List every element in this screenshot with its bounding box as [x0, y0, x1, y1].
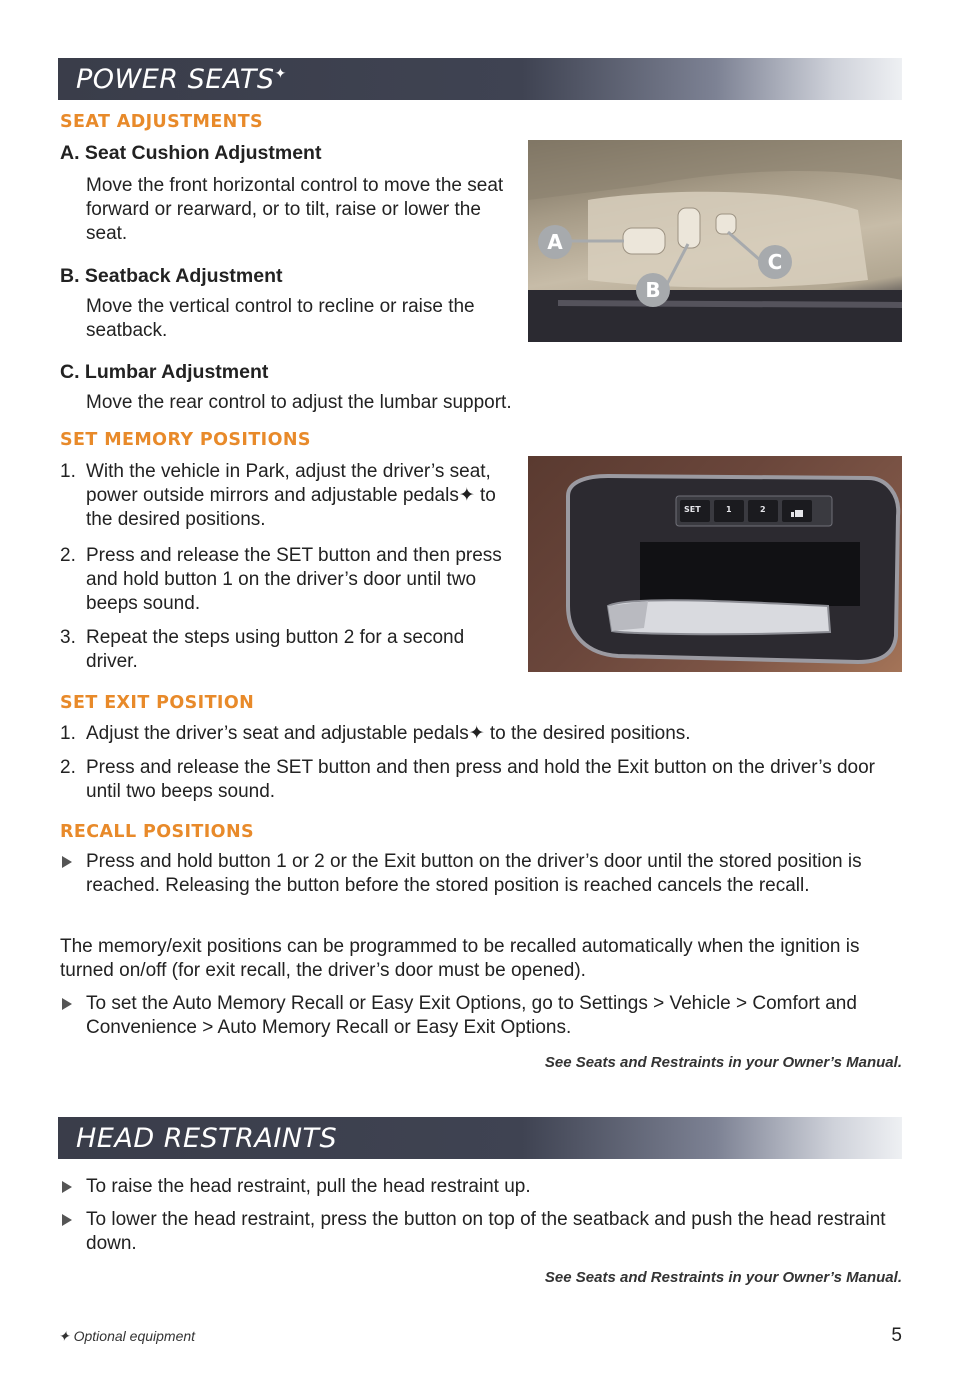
exit-step-1: Adjust the driver’s seat and adjustable pedals✦ to the desired positions. — [86, 723, 691, 744]
optional-equipment-footnote: ✦ Optional equipment — [58, 1328, 196, 1344]
callout-c-badge: C — [758, 245, 792, 279]
set-exit-heading: SET EXIT POSITION — [60, 693, 255, 713]
seat-cushion-body: Move the front horizontal control to move the seat forward or rearward, or to tilt, raise or lower the seat. — [86, 175, 504, 244]
lumbar-body: Move the rear control to adjust the lumbar support. — [86, 392, 512, 413]
head-restraint-bullet-1-arrow-icon — [62, 1181, 72, 1193]
seatback-body: Move the vertical control to recline or raise the seatback. — [86, 296, 475, 341]
memory-step-1-number: 1. — [60, 461, 76, 482]
memory-step-3: Repeat the steps using button 2 for a second driver. — [86, 627, 465, 672]
optional-dagger-icon: ✦ — [274, 66, 287, 82]
seat-cushion-title: A. Seat Cushion Adjustment — [60, 142, 322, 164]
door-exit-icon — [790, 505, 804, 517]
recall-positions-heading: RECALL POSITIONS — [60, 822, 255, 842]
seat-controls-photo — [528, 140, 902, 342]
door-memory-2-button: 2 — [760, 505, 766, 514]
seat-adjustments-heading: SEAT ADJUSTMENTS — [60, 112, 264, 132]
seat-controls-illustration — [528, 140, 902, 342]
seatback-title: B. Seatback Adjustment — [60, 265, 283, 287]
memory-step-2-number: 2. — [60, 545, 76, 566]
power-seats-banner — [58, 58, 902, 100]
head-restraints-title: HEAD RESTRAINTS — [76, 1123, 338, 1154]
door-memory-1-button: 1 — [726, 505, 732, 514]
page-number: 5 — [891, 1325, 902, 1346]
recall-paragraph: The memory/exit positions can be programmed to be recalled automatically when the ignition is turned on/off (for exit recall, the driver’s door must be opened). — [60, 936, 860, 981]
set-memory-heading: SET MEMORY POSITIONS — [60, 430, 311, 450]
power-seats-manual-reference: See Seats and Restraints in your Owner’s Manual. — [544, 1054, 902, 1071]
exit-step-2-number: 2. — [60, 757, 76, 778]
exit-step-1-number: 1. — [60, 723, 76, 744]
recall-bullet-2: To set the Auto Memory Recall or Easy Exit Options, go to Settings > Vehicle > Comfort and Convenience > Auto Memory Recall or Easy Exit Options. — [86, 993, 857, 1038]
memory-step-2: Press and release the SET button and then press and hold button 1 on the driver’s door until two beeps sound. — [86, 545, 502, 614]
callout-a-badge: A — [538, 225, 572, 259]
memory-step-1: With the vehicle in Park, adjust the driver’s seat, power outside mirrors and adjustable pedals✦ to the desired positions. — [86, 461, 496, 530]
head-restraint-bullet-2-arrow-icon — [62, 1214, 72, 1226]
door-set-button: SET — [684, 505, 701, 514]
memory-step-3-number: 3. — [60, 627, 76, 648]
door-memory-buttons-photo — [528, 456, 902, 672]
callout-b-badge: B — [636, 273, 670, 307]
recall-bullet-1: Press and hold button 1 or 2 or the Exit button on the driver’s door until the stored position is reached. Releasing the button before the stored position is reached cancels the recall. — [86, 851, 862, 896]
recall-bullet-2-arrow-icon — [62, 998, 72, 1010]
head-restraints-banner — [58, 1117, 902, 1159]
exit-step-2: Press and release the SET button and then press and hold the Exit button on the driver’s door until two beeps sound. — [86, 757, 876, 802]
head-restraint-bullet-2: To lower the head restraint, press the button on top of the seatback and push the head restraint down. — [86, 1209, 886, 1254]
recall-bullet-arrow-icon — [62, 856, 72, 868]
power-seats-title: POWER SEATS — [76, 64, 275, 95]
lumbar-title: C. Lumbar Adjustment — [60, 361, 269, 383]
head-restraints-manual-reference: See Seats and Restraints in your Owner’s Manual. — [544, 1269, 902, 1286]
head-restraint-bullet-1: To raise the head restraint, pull the head restraint up. — [86, 1176, 531, 1197]
